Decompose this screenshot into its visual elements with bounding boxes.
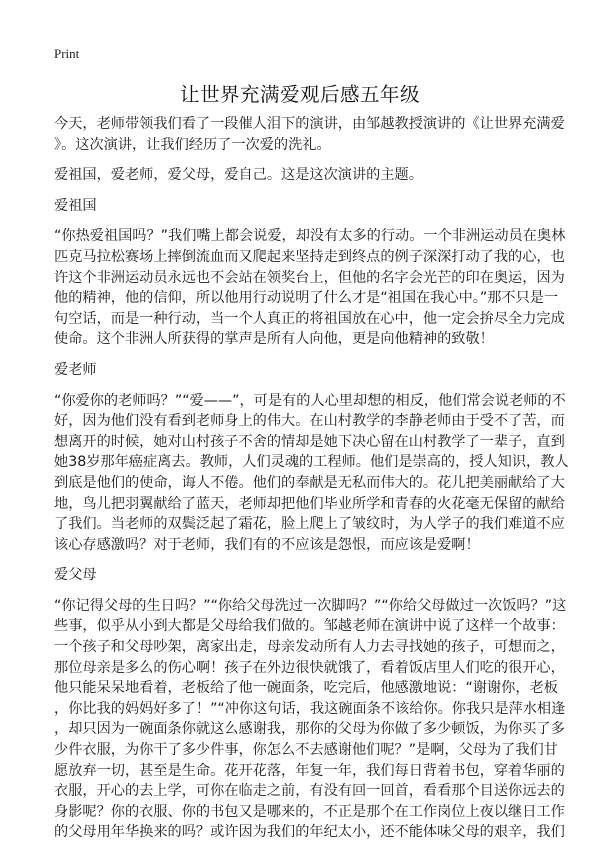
text-line: 到底是他们的使命，诲人不倦。他们的奉献是无私而伟大的。花儿把美丽献给了大 <box>54 474 565 491</box>
text-line: “你热爱祖国吗？”我们嘴上都会说爱，却没有太多的行动。一个非洲运动员在奥林 <box>54 228 566 245</box>
text-line: 使命。这个非洲人所获得的掌声是所有人向他，更是向他精神的致敬！ <box>54 331 494 348</box>
motherland-paragraph <box>54 226 566 350</box>
text-line: 他只能呆呆地看着，老板给了他一碗面条，吃完后，他感激地说：“谢谢你，老板 <box>54 680 558 697</box>
section-heading-motherland <box>54 196 548 217</box>
document-title: 让世界充满爱观后感五年级 <box>179 83 420 106</box>
text-line: 》。这次演讲，让我们经历了一次爱的洗礼。 <box>54 136 331 153</box>
text-line: 该心存感激吗？对于老师，我们有的不应该是怨恨，而应该是爱啊！ <box>54 536 480 553</box>
heading-text: 爱老师 <box>54 361 97 378</box>
text-line: 爱祖国，爱老师，爱父母，爱自己。这是这次演讲的主题。 <box>54 167 423 184</box>
text-line: 想离开的时候，她对山村孩子不舍的情却是她下决心留在山村教学了一辈子，直到 <box>54 433 565 450</box>
text-line: “你爱你的老师吗？”“爱——”，可是有的人心里却想的相反，他们常会说老师的不 <box>54 392 566 409</box>
text-line: 少件衣服，为你干了多少件事，你怎么不去感谢他们呢？”是啊，父母为了我们甘 <box>54 742 558 759</box>
text-line: 愿放弃一切，甚至是生命。花开花落，年复一年，我们每日背着书包，穿着华丽的 <box>54 762 565 779</box>
text-line: 地，鸟儿把羽翼献给了蓝天，老师却把他们毕业所学和青春的火花毫无保留的献给 <box>54 495 565 512</box>
text-line: 衣服，开心的去上学，可你在临走之前，有没有回一回首，看看那个目送你远去的 <box>54 783 565 800</box>
heading-text: 爱祖国 <box>54 197 97 214</box>
text-line: ，却只因为一碗面条你就这么感谢我，那你的父母为你做了多少顿饭，为你买了多 <box>54 721 565 738</box>
section-heading-teacher <box>54 360 548 381</box>
parents-paragraph <box>54 596 567 843</box>
text-line: 许这个非洲运动员永远也不会站在领奖台上，但他的名字会光芒的印在奥运，因为 <box>54 269 565 286</box>
theme-paragraph <box>54 165 548 186</box>
text-line: 匹克马拉松赛场上摔倒流血而又爬起来坚持走到终点的例子深深打动了我的心，也 <box>54 248 565 265</box>
teacher-paragraph <box>54 391 569 556</box>
text-line: 一个孩子和父母吵架，离家出走，母亲发动所有人力去寻找她的孩子，可想而之， <box>54 639 565 656</box>
section-heading-parents <box>54 565 548 586</box>
text-line: 她38岁那年癌症离去。教师，人们灵魂的工程师。他们是崇高的，授人知识，教人 <box>54 454 569 471</box>
text-line: 身影呢？你的衣服、你的书包又是哪来的，不正是那个在工作岗位上夜以继日工作 <box>54 803 565 820</box>
text-line: 好，因为他们没有看到老师身上的伟大。在山村教学的李静老师由于受不了苦，而 <box>54 413 565 430</box>
text-line: 今天，老师带领我们看了一段催人泪下的演讲，由邹越教授演讲的《让世界充满爱 <box>54 116 565 132</box>
text-line: 句空话，而是一种行动，当一个人真正的将祖国放在心中，他一定会拚尽全力完成 <box>54 310 565 327</box>
print-link[interactable]: Print <box>54 46 80 61</box>
text-line: 他的精神，他的信仰，所以他用行动说明了什么才是“祖国在我心中。”那不只是一 <box>54 290 559 307</box>
document-body <box>54 114 569 853</box>
heading-text: 爱父母 <box>54 567 97 584</box>
intro-paragraph <box>54 114 565 155</box>
text-line: 了我们。当老师的双鬓泛起了霜花，脸上爬上了皱纹时，为人学子的我们难道不应 <box>54 516 565 533</box>
text-line: ，你比我的妈妈好多了！”“冲你这句话，我这碗面条不该给你。你我只是萍水相逢 <box>54 700 566 717</box>
text-line: 那位母亲是多么的伤心啊！孩子在外边很快就饿了，看着饭店里人们吃的很开心， <box>54 659 565 676</box>
text-line: 的父母用年华换来的吗？或许因为我们的年纪太小，还不能体味父母的艰辛，我们 <box>54 824 565 841</box>
text-line: 些事，似乎从小到大都是父母给我们做的。邹越老师在演讲中说了这样一个故事： <box>54 618 565 635</box>
text-line: “你记得父母的生日吗？”“你给父母洗过一次脚吗？”“你给父母做过一次饭吗？”这 <box>54 597 567 614</box>
